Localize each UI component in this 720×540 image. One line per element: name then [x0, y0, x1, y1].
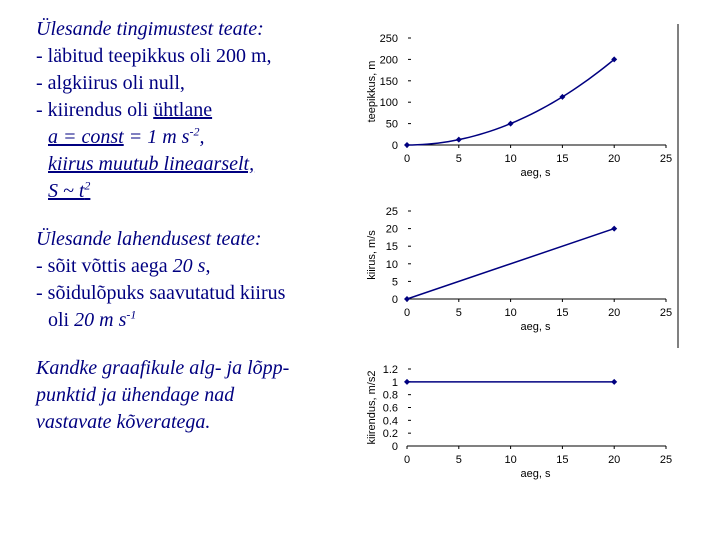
- chart2-x-tick-label: 15: [556, 307, 569, 319]
- chart3-y-tick-label: 0.6: [382, 402, 398, 415]
- accel-exp: -2: [189, 124, 200, 139]
- chart1-y-tick-label: 50: [385, 118, 398, 131]
- chart1-x-tick-label: 20: [608, 153, 621, 165]
- chart2-y-tick-label: 20: [385, 223, 398, 236]
- chart3-y-tick-label: 0.8: [382, 389, 398, 402]
- chart3-data-point: [611, 379, 617, 385]
- chart3-y-tick-label: 1.2: [382, 364, 398, 376]
- sol-time-value: 20 s: [172, 255, 206, 277]
- chart2-y-tick-label: 25: [385, 206, 398, 218]
- speed-linear-note: kiirus muutub lineaarselt,: [48, 153, 255, 175]
- given-acceleration-prefix: - kiirendus oli: [36, 99, 154, 121]
- s-prop: S ~ t: [48, 180, 85, 202]
- task-line-1: Kandke graafikule alg- ja lõpp-: [36, 357, 290, 379]
- chart2-x-tick-label: 10: [504, 307, 517, 319]
- sol-speed-value: 20 m s: [74, 309, 127, 331]
- chart3-x-tick-label: 0: [403, 454, 411, 466]
- chart3-y-tick-label: 0: [391, 441, 398, 453]
- chart3-y-tick-label: 0.4: [382, 415, 398, 428]
- chart2-data-point: [611, 226, 617, 232]
- given-heading: Ülesande tingimustest teate:: [36, 18, 264, 40]
- solution-final-speed: - sõidulõpuks saavutatud kiirus: [36, 282, 286, 304]
- chart1-x-tick-label: 5: [455, 153, 462, 165]
- chart1-x-tick-label: 25: [659, 153, 673, 165]
- sol-speed-prefix: oli: [48, 309, 75, 331]
- chart1-y-tick-label: 100: [379, 97, 398, 110]
- chart1-data-point: [456, 137, 462, 143]
- accel-rhs: = 1 m s: [123, 126, 190, 148]
- given-distance: - läbitud teepikkus oli 200 m,: [36, 45, 272, 67]
- chart2-x-axis-title: aeg, s: [520, 321, 551, 333]
- chart1-y-tick-label: 250: [379, 33, 398, 45]
- chart1-y-tick-label: 200: [379, 54, 398, 67]
- given-acceleration-uniform: ühtlane: [153, 99, 213, 121]
- chart2-y-tick-label: 5: [391, 276, 398, 289]
- chart1-data-point: [508, 121, 514, 127]
- chart2-x-tick-label: 25: [659, 307, 673, 319]
- chart3-x-tick-label: 25: [659, 454, 673, 466]
- chart3-y-tick-label: 1: [391, 376, 398, 389]
- chart1-x-tick-label: 15: [556, 153, 569, 165]
- task-line-2: punktid ja ühendage nad: [36, 384, 235, 406]
- chart2-y-tick-label: 10: [385, 258, 398, 271]
- chart1-x-tick-label: 10: [504, 153, 517, 165]
- chart3-x-tick-label: 20: [608, 454, 621, 466]
- chart2-x-tick-label: 20: [608, 307, 621, 319]
- chart3-y-axis-title: kiirendus, m/s2: [366, 370, 378, 445]
- chart3-data-point: [404, 379, 410, 385]
- chart2-x-tick-label: 0: [403, 307, 411, 319]
- chart1-data-point: [404, 142, 410, 148]
- task-line-3: vastavate kõveratega.: [36, 411, 211, 433]
- s-exp: 2: [84, 178, 91, 193]
- accel-lhs: a = const: [48, 126, 124, 148]
- chart1-x-axis-title: aeg, s: [520, 167, 551, 179]
- chart2-data-point: [404, 296, 410, 302]
- chart3-x-axis-title: aeg, s: [520, 468, 551, 480]
- sol-speed-exp: -1: [126, 307, 137, 322]
- accel-tail: ,: [199, 126, 205, 148]
- chart2-series-line: [407, 229, 614, 299]
- chart1-series-line: [407, 59, 614, 145]
- sol-time-tail: ,: [205, 255, 211, 277]
- chart2-y-tick-label: 15: [385, 241, 398, 254]
- chart3-x-tick-label: 5: [455, 454, 462, 466]
- chart1-y-tick-label: 150: [379, 75, 398, 88]
- chart2-y-axis-title: kiirus, m/s: [366, 230, 378, 280]
- sol-time-prefix: - sõit võttis aega: [36, 255, 173, 277]
- chart3-y-tick-label: 0.2: [382, 428, 398, 441]
- solution-heading: Ülesande lahendusest teate:: [36, 228, 262, 250]
- chart1-x-tick-label: 0: [403, 153, 411, 165]
- chart2-x-tick-label: 5: [455, 307, 462, 319]
- given-initial-speed: - algkiirus oli null,: [36, 72, 185, 94]
- chart1-y-tick-label: 0: [391, 140, 398, 152]
- chart3-x-tick-label: 10: [504, 454, 517, 466]
- chart2-y-tick-label: 0: [391, 294, 398, 306]
- chart1-y-axis-title: teepikkus, m: [366, 60, 378, 123]
- chart3-x-tick-label: 15: [556, 454, 569, 466]
